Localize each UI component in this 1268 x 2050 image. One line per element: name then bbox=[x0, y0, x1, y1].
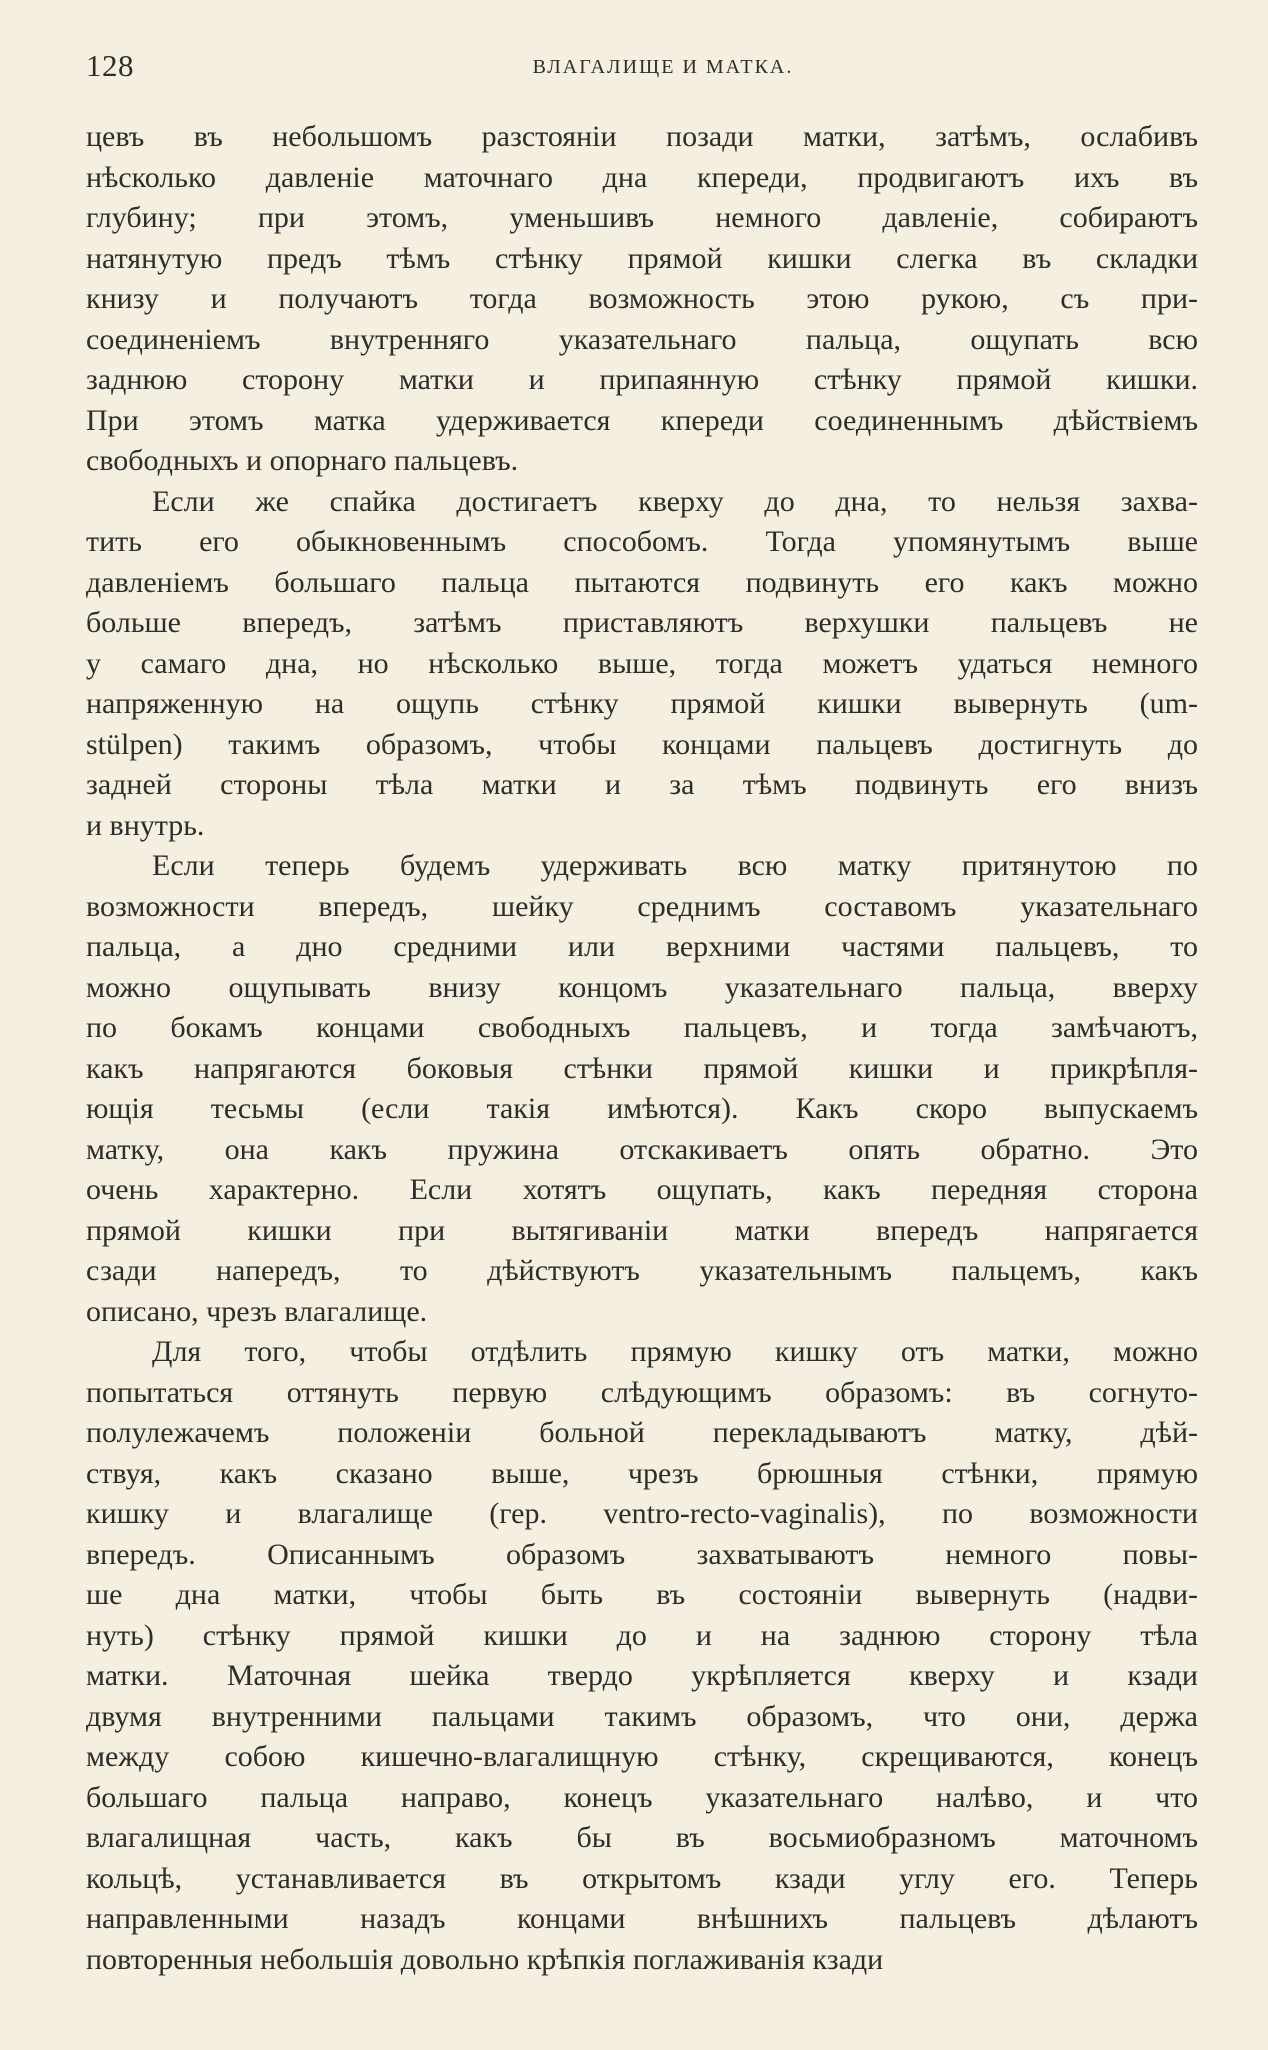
body-text bbox=[86, 117, 1198, 1980]
text-line: При этомъ матка удерживается кпереди соединеннымъ дѣйствіемъ bbox=[86, 403, 1198, 437]
page-number: 128 bbox=[86, 48, 134, 83]
paragraph bbox=[86, 846, 1198, 1332]
text-line: впередъ. Описаннымъ образомъ захватываютъ немного повы- bbox=[86, 1537, 1198, 1571]
text-line: какъ напрягаются боковыя стѣнки прямой кишки и прикрѣпля- bbox=[86, 1051, 1198, 1085]
text-line: возможности впередъ, шейку среднимъ составомъ указательнаго bbox=[86, 889, 1198, 923]
text-line: цевъ въ небольшомъ разстояніи позади матки, затѣмъ, ослабивъ bbox=[86, 120, 1198, 153]
running-title: ВЛАГАЛИЩЕ И МАТКА. bbox=[532, 56, 794, 78]
text-line: Если же спайка достигаетъ кверху до дна, то нельзя захва- bbox=[152, 484, 1198, 518]
text-line: книзу и получаютъ тогда возможность этою рукою, съ при- bbox=[86, 282, 1198, 315]
text-line: матки. Маточная шейка твердо укрѣпляется кверху и кзади bbox=[86, 1659, 1198, 1692]
text-line: и внутрь. bbox=[86, 808, 205, 842]
text-line: матку, она какъ пружина отскакиваетъ опять обратно. Это bbox=[86, 1132, 1198, 1166]
text-line: напряженную на ощупь стѣнку прямой кишки вывернуть (um- bbox=[86, 687, 1198, 720]
text-line: у самаго дна, но нѣсколько выше, тогда можетъ удаться немного bbox=[86, 646, 1198, 680]
text-line: свободныхъ и опорнаго пальцевъ. bbox=[86, 444, 519, 477]
text-line: заднюю сторону матки и припаянную стѣнку прямой кишки. bbox=[86, 363, 1198, 396]
text-line: прямой кишки при вытягиваніи матки впередъ напрягается bbox=[86, 1213, 1198, 1247]
text-line: по бокамъ концами свободныхъ пальцевъ, и тогда замѣчаютъ, bbox=[86, 1011, 1198, 1044]
text-line: соединеніемъ внутренняго указательнаго пальца, ощупать всю bbox=[86, 322, 1198, 356]
text-line: пальца, а дно средними или верхними частями пальцевъ, то bbox=[86, 930, 1198, 963]
text-line: ющія тесьмы (если такія имѣются). Какъ скоро выпускаемъ bbox=[86, 1092, 1198, 1125]
page-header bbox=[86, 48, 1200, 88]
text-line: описано, чрезъ влагалище. bbox=[86, 1294, 428, 1328]
text-line: попытаться оттянуть первую слѣдующимъ образомъ: въ согнуто- bbox=[86, 1375, 1198, 1409]
text-line: очень характерно. Если хотятъ ощупать, какъ передняя сторона bbox=[86, 1173, 1198, 1206]
text-line: повторенныя небольшія довольно крѣпкія поглаживанія кзади bbox=[86, 1942, 884, 1976]
text-line: ствуя, какъ сказано выше, чрезъ брюшныя стѣнки, прямую bbox=[86, 1456, 1198, 1490]
text-line: ше дна матки, чтобы быть въ состояніи вывернуть (надви- bbox=[86, 1578, 1198, 1611]
text-line: большаго пальца направо, конецъ указательнаго налѣво, и что bbox=[86, 1780, 1198, 1814]
text-line: сзади напередъ, то дѣйствуютъ указательнымъ пальцемъ, какъ bbox=[86, 1254, 1198, 1287]
text-line: влагалищная часть, какъ бы въ восьмиобразномъ маточномъ bbox=[86, 1821, 1198, 1854]
text-line: глубину; при этомъ, уменьшивъ немного давленіе, собираютъ bbox=[86, 201, 1198, 234]
text-line: давленіемъ большаго пальца пытаются подвинуть его какъ можно bbox=[86, 565, 1198, 599]
paragraph bbox=[86, 482, 1198, 847]
text-line: задней стороны тѣла матки и за тѣмъ подвинуть его внизъ bbox=[86, 768, 1198, 801]
text-line: кишку и влагалище (гер. ventro-recto-vaginalis), по возможности bbox=[86, 1497, 1198, 1530]
text-line: больше впередъ, затѣмъ приставляютъ верхушки пальцевъ не bbox=[86, 606, 1198, 639]
text-line: полулежачемъ положеніи больной перекладываютъ матку, дѣй- bbox=[86, 1416, 1198, 1449]
text-line: натянутую предъ тѣмъ стѣнку прямой кишки слегка въ складки bbox=[86, 241, 1198, 275]
text-line: можно ощупывать внизу концомъ указательнаго пальца, вверху bbox=[86, 970, 1198, 1004]
text-line: Для того, чтобы отдѣлить прямую кишку отъ матки, можно bbox=[152, 1335, 1198, 1368]
paragraph bbox=[86, 1332, 1198, 1980]
text-line: нуть) стѣнку прямой кишки до и на заднюю сторону тѣла bbox=[86, 1618, 1198, 1652]
text-line: тить его обыкновеннымъ способомъ. Тогда упомянутымъ выше bbox=[86, 525, 1198, 558]
text-line: Если теперь будемъ удерживать всю матку притянутою по bbox=[152, 849, 1198, 882]
paragraph bbox=[86, 117, 1198, 482]
text-line: stülpen) такимъ образомъ, чтобы концами пальцевъ достигнуть до bbox=[86, 727, 1198, 761]
text-line: кольцѣ, устанавливается въ открытомъ кзади углу его. Теперь bbox=[86, 1861, 1198, 1895]
text-line: между собою кишечно-влагалищную стѣнку, скрещиваются, конецъ bbox=[86, 1740, 1198, 1773]
text-line: двумя внутренними пальцами такимъ образомъ, что они, держа bbox=[86, 1699, 1198, 1733]
text-line: направленными назадъ концами внѣшнихъ пальцевъ дѣлаютъ bbox=[86, 1902, 1198, 1935]
text-line: нѣсколько давленіе маточнаго дна кпереди, продвигаютъ ихъ въ bbox=[86, 160, 1198, 194]
